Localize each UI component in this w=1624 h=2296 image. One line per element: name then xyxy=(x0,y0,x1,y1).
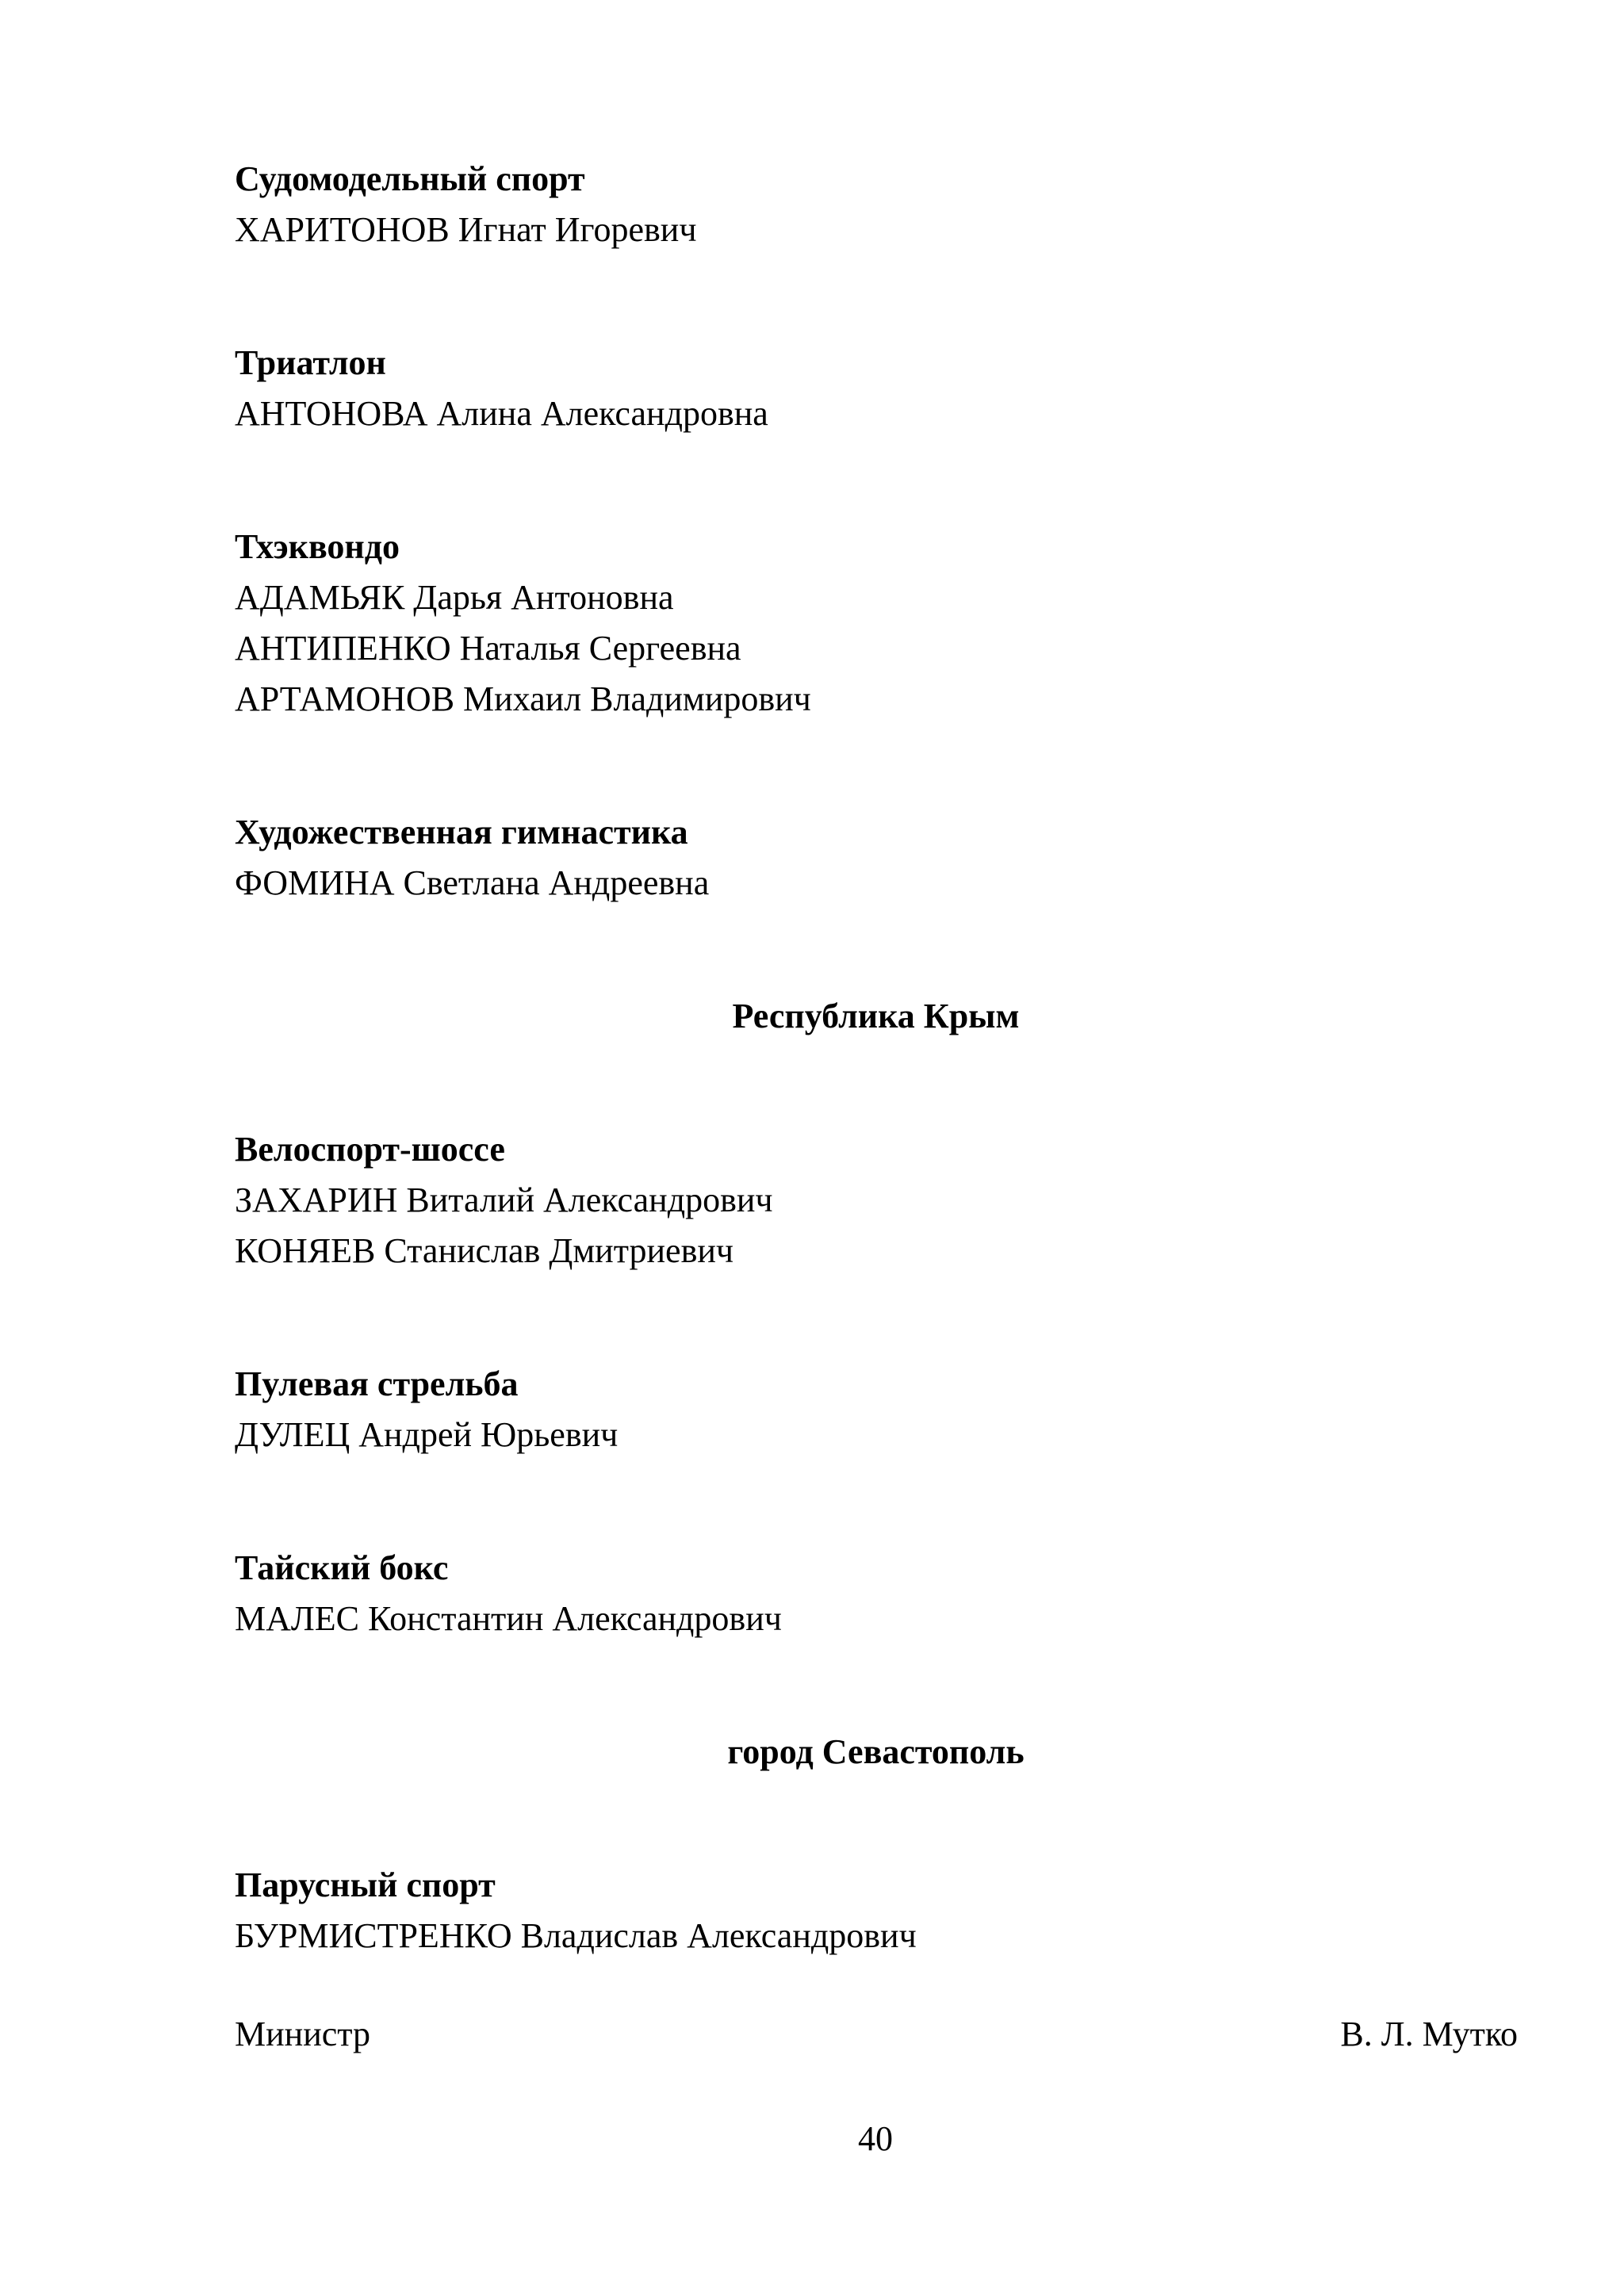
athlete-name: АНТИПЕНКО Наталья Сергеевна xyxy=(235,629,741,668)
sport-heading: Тхэквондо xyxy=(235,527,400,566)
sport-heading: Триатлон xyxy=(235,343,386,382)
sport-heading: Пулевая стрельба xyxy=(235,1364,519,1403)
region-heading-crimea: Республика Крым xyxy=(732,997,1020,1035)
sport-heading: Парусный спорт xyxy=(235,1866,496,1904)
athlete-name: КОНЯЕВ Станислав Дмитриевич xyxy=(235,1231,734,1270)
athlete-name: АДАМЬЯК Дарья Антоновна xyxy=(235,578,674,617)
signature-name: В. Л. Мутко xyxy=(1340,2015,1518,2053)
page-number: 40 xyxy=(858,2119,893,2158)
sport-heading: Судомодельный спорт xyxy=(235,159,585,198)
signature-position: Министр xyxy=(235,2015,371,2053)
athlete-name: ХАРИТОНОВ Игнат Игоревич xyxy=(235,210,697,249)
athlete-name: ДУЛЕЦ Андрей Юрьевич xyxy=(235,1415,619,1454)
athlete-name: МАЛЕС Константин Александрович xyxy=(235,1599,782,1638)
sport-heading: Тайский бокс xyxy=(235,1548,449,1587)
sport-heading: Художественная гимнастика xyxy=(235,813,688,851)
athlete-name: АРТАМОНОВ Михаил Владимирович xyxy=(235,679,811,718)
region-heading-sevastopol: город Севастополь xyxy=(727,1732,1025,1771)
athlete-name: БУРМИСТРЕНКО Владислав Александрович xyxy=(235,1916,917,1955)
sport-heading: Велоспорт-шоссе xyxy=(235,1130,505,1169)
athlete-name: АНТОНОВА Алина Александровна xyxy=(235,394,768,433)
athlete-name: ЗАХАРИН Виталий Александрович xyxy=(235,1181,773,1219)
athlete-name: ФОМИНА Светлана Андреевна xyxy=(235,863,710,902)
